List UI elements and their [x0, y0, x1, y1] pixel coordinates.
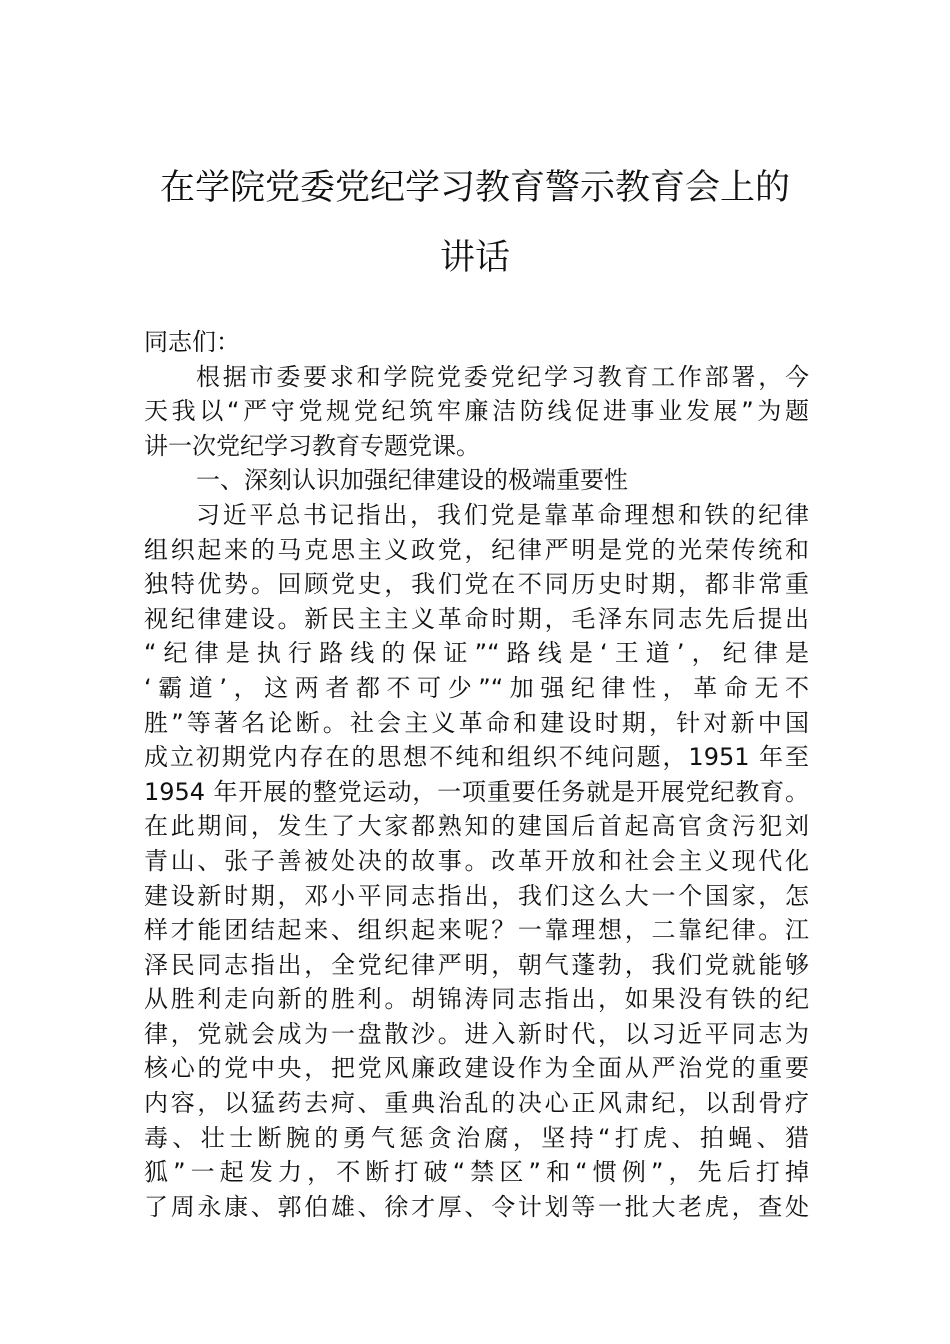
paragraph-line: 习近平总书记指出，我们党是靠革命理想和铁的纪律 — [196, 500, 809, 529]
document-body — [144, 325, 809, 1224]
paragraph-line: 泽民同志指出，全党纪律严明，朝气蓬勃，我们党就能够 — [144, 950, 809, 979]
paragraph-line: 样才能团结起来、组织起来呢？一靠理想，二靠纪律。江 — [144, 916, 809, 945]
paragraph-line: 律，党就会成为一盘散沙。进入新时代，以习近平同志为 — [144, 1019, 809, 1048]
paragraph-line: 1954 年开展的整党运动，一项重要任务就是开展党纪教育。 — [144, 777, 809, 806]
paragraph-line: 讲一次党纪学习教育专题党课。 — [144, 431, 480, 460]
paragraph-line: 独特优势。回顾党史，我们党在不同历史时期，都非常重 — [144, 570, 809, 599]
paragraph-line: 成立初期党内存在的思想不纯和组织不纯问题，1951 年至 — [144, 743, 809, 772]
section-heading: 一、深刻认识加强纪律建设的极端重要性 — [196, 466, 628, 495]
paragraph-line: 了周永康、郭伯雄、徐才厚、令计划等一批大老虎，查处 — [144, 1192, 809, 1221]
paragraph-line: 组织起来的马克思主义政党，纪律严明是党的光荣传统和 — [144, 535, 809, 564]
salutation: 同志们： — [144, 328, 240, 356]
paragraph-line: 建设新时期，邓小平同志指出，我们这么大一个国家，怎 — [144, 881, 809, 910]
paragraph-line: ‘霸道’，这两者都不可少”“加强纪律性，革命无不 — [144, 673, 809, 702]
paragraph-line: 根据市委要求和学院党委党纪学习教育工作部署，今 — [196, 362, 809, 391]
paragraph-line: 天我以“严守党规党纪筑牢廉洁防线促进事业发展”为题 — [144, 397, 809, 426]
paragraph-line: 从胜利走向新的胜利。胡锦涛同志指出，如果没有铁的纪 — [144, 985, 809, 1014]
paragraph-line: 视纪律建设。新民主主义革命时期，毛泽东同志先后提出 — [144, 604, 809, 633]
paragraph-line: 胜”等著名论断。社会主义革命和建设时期，针对新中国 — [144, 708, 809, 737]
document-title-line-1: 在学院党委党纪学习教育警示教育会上的 — [159, 168, 790, 208]
paragraph-line: 青山、张子善被处决的故事。改革开放和社会主义现代化 — [144, 846, 809, 875]
paragraph-line: 内容，以猛药去疴、重典治乱的决心正风肃纪，以刮骨疗 — [144, 1089, 809, 1118]
paragraph-line: 在此期间，发生了大家都熟知的建国后首起高官贪污犯刘 — [144, 812, 809, 841]
paragraph-line: 狐”一起发力，不断打破“禁区”和“惯例”，先后打掉 — [144, 1158, 809, 1187]
paragraph-line: 毒、壮士断腕的勇气惩贪治腐，坚持“打虎、拍蝇、猎 — [144, 1123, 809, 1152]
paragraph-line: “纪律是执行路线的保证”“路线是‘王道’，纪律是 — [144, 639, 809, 668]
document-title-line-2: 讲话 — [439, 238, 510, 278]
paragraph-line: 核心的党中央，把党风廉政建设作为全面从严治党的重要 — [144, 1054, 809, 1083]
